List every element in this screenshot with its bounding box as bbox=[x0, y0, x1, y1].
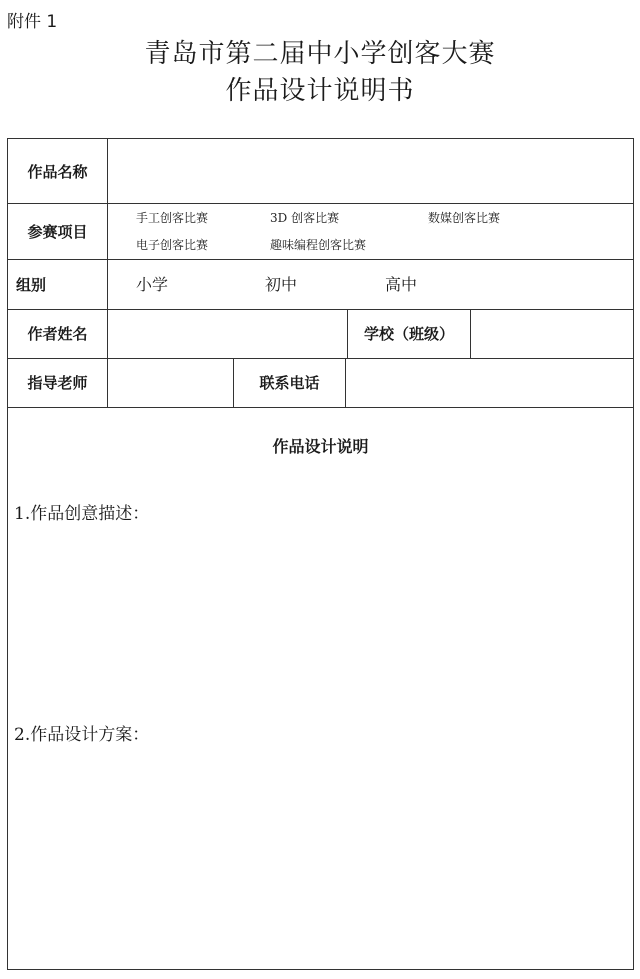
author-label: 作者姓名 bbox=[27, 325, 88, 343]
event-option[interactable]: 数媒创客比赛 bbox=[428, 211, 501, 225]
school-field[interactable] bbox=[471, 309, 633, 358]
group-option[interactable]: 初中 bbox=[265, 275, 298, 294]
event-option[interactable]: 手工创客比赛 bbox=[136, 211, 209, 225]
phone-field[interactable] bbox=[346, 358, 633, 407]
creative-description-label: 1.作品创意描述： bbox=[14, 504, 150, 524]
event-option[interactable]: 趣味编程创客比赛 bbox=[270, 238, 367, 252]
group-label: 组别 bbox=[16, 275, 47, 294]
creative-description-area[interactable] bbox=[14, 529, 626, 709]
event-option[interactable]: 3D 创客比赛 bbox=[270, 211, 340, 225]
attachment-label: 附件 1 bbox=[7, 12, 58, 32]
work-name-field[interactable] bbox=[108, 139, 633, 203]
design-plan-area[interactable] bbox=[14, 751, 626, 961]
work-name-label: 作品名称 bbox=[27, 162, 88, 181]
doc-subtitle: 作品设计说明书 bbox=[225, 76, 415, 106]
group-option[interactable]: 高中 bbox=[385, 275, 418, 294]
teacher-field[interactable] bbox=[108, 358, 233, 407]
group-option[interactable]: 小学 bbox=[136, 275, 169, 294]
design-plan-label: 2.作品设计方案： bbox=[14, 725, 150, 745]
phone-label: 联系电话 bbox=[259, 374, 320, 392]
event-label: 参赛项目 bbox=[27, 222, 88, 241]
event-option[interactable]: 电子创客比赛 bbox=[136, 238, 209, 252]
row-divider bbox=[8, 407, 633, 408]
school-label: 学校（班级） bbox=[363, 325, 454, 343]
design-form bbox=[7, 138, 634, 970]
section-title: 作品设计说明 bbox=[272, 437, 369, 456]
teacher-label: 指导老师 bbox=[27, 374, 88, 392]
author-field[interactable] bbox=[108, 309, 347, 358]
doc-title: 青岛市第二届中小学创客大赛 bbox=[144, 39, 496, 69]
